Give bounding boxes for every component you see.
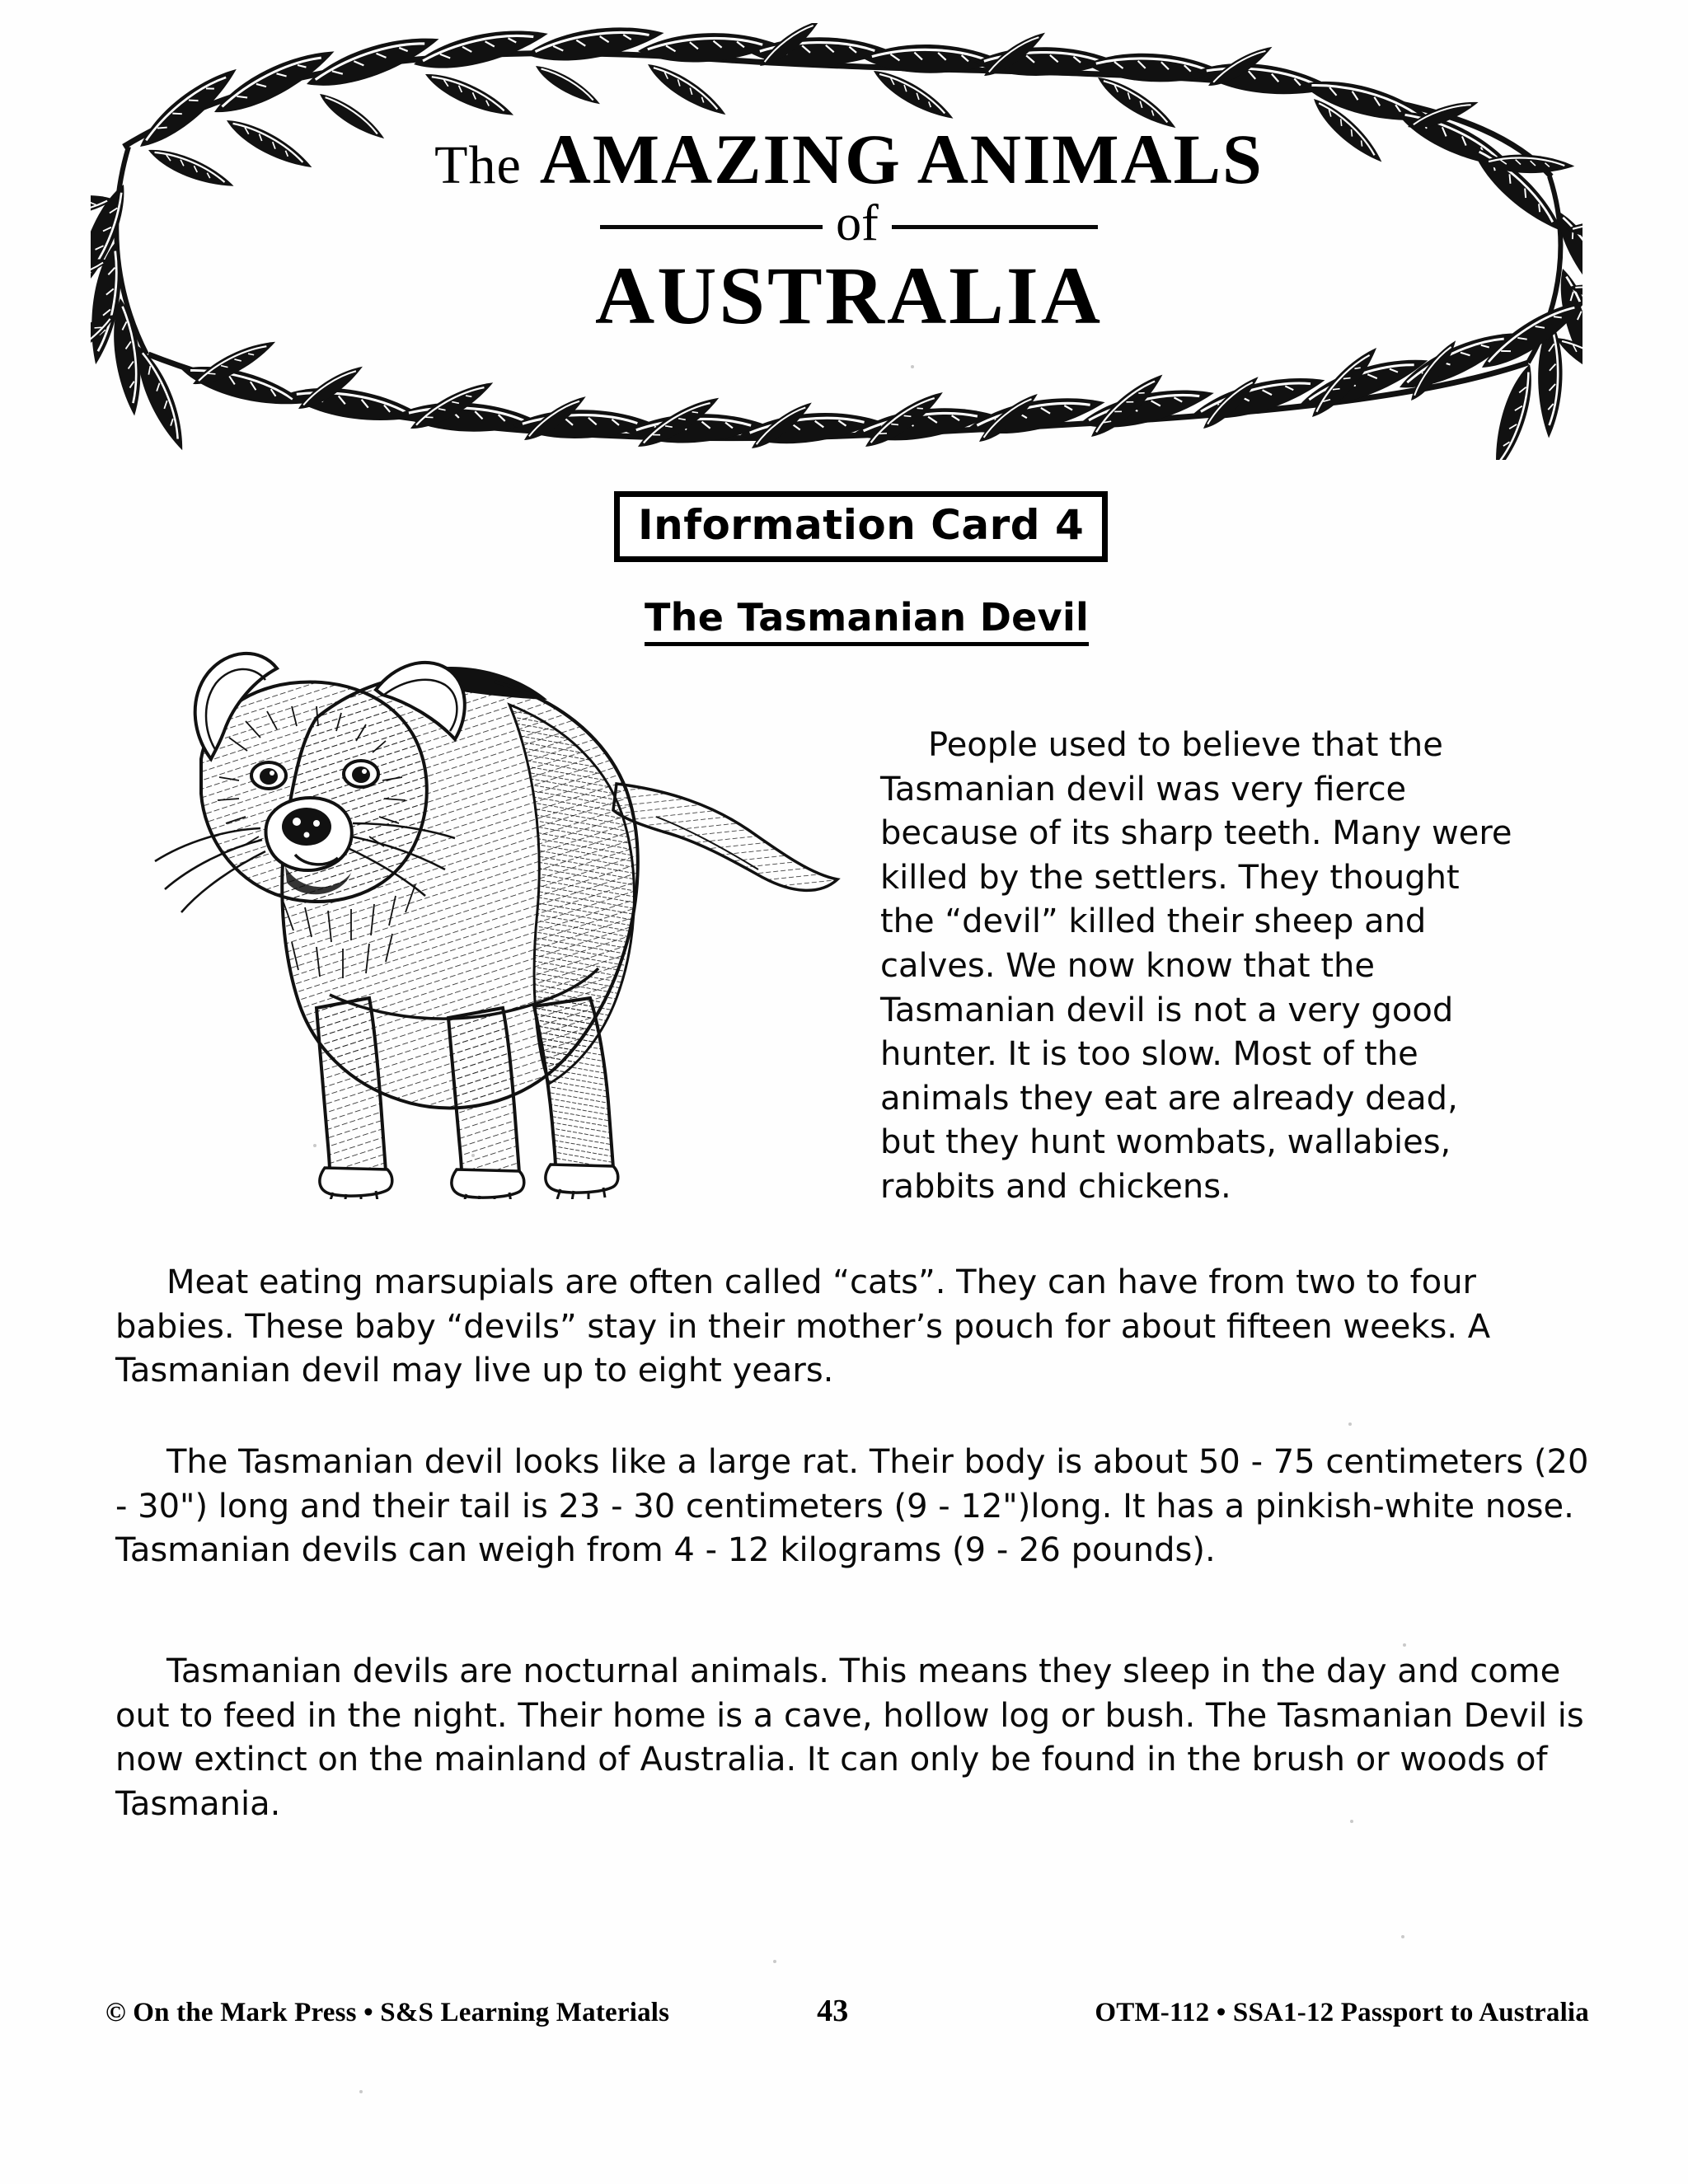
scan-speck [773,1960,776,1963]
scan-speck [471,1154,475,1157]
masthead-line-1 [354,120,1343,199]
scan-speck [1403,1643,1406,1647]
footer-page-number: 43 [817,1994,849,2028]
scan-speck [313,1144,316,1147]
masthead-the: The [434,135,522,195]
information-card-box [614,491,1108,562]
scan-speck [1348,1422,1352,1426]
footer-product-code: OTM-112 • SSA1-12 Passport to Australia [1095,1998,1589,2027]
masthead-of: of [836,195,879,251]
paragraph-3: The Tasmanian devil looks like a large rat. Their body is about 50 - 75 centimeters (20 - 30") long and their tail is 23 - 30 centimeters (9 - 12")long. It has a pinkish-white nose. Tasmanian devils can weigh from 4 - 12 kilograms (9 - 26 pounds). [115,1443,1589,1570]
scan-speck [1350,1820,1353,1823]
tasmanian-devil-illustration [122,589,847,1199]
section-heading: The Tasmanian Devil [645,595,1089,646]
scan-speck [1401,1935,1404,1938]
masthead-of-row [354,195,1343,253]
page-footer [106,1993,1589,2029]
page-title [354,120,1343,341]
paragraph-1: People used to believe that the Tasmanian devil was very fierce because of its sharp teeth. Many were killed by the settlers. They thought the “devil” killed their sheep and calves. We now know that the Tasmanian devil is not a very good hunter. It is too slow. Most of the animals they eat are already dead, but they hunt wombats, wallabies, rabbits and chickens. [880,726,1512,1206]
paragraph-2: Meat eating marsupials are often called “cats”. They can have from two to four babies. These baby “devils” stay in their mother’s pouch for about fifteen weeks. A Tasmanian devil may live up to eight years. [115,1263,1491,1390]
masthead-rule-left [600,225,823,229]
scan-speck [359,2090,363,2093]
masthead-amazing-animals: AMAZING ANIMALS [539,120,1264,199]
paragraph-4: Tasmanian devils are nocturnal animals. This means they sleep in the day and come out to feed in the night. Their home is a cave, hollow log or bush. The Tasmanian Devil is now extinct on the mainland of Australia. It can only be found in the brush or woods of Tasmania. [115,1652,1584,1823]
information-card-label: Information Card 4 [638,501,1085,549]
scan-speck [911,365,914,368]
masthead-australia: AUSTRALIA [594,250,1103,341]
footer-publisher: © On the Mark Press • S&S Learning Materials [106,1998,670,2027]
masthead-rule-right [892,225,1098,229]
